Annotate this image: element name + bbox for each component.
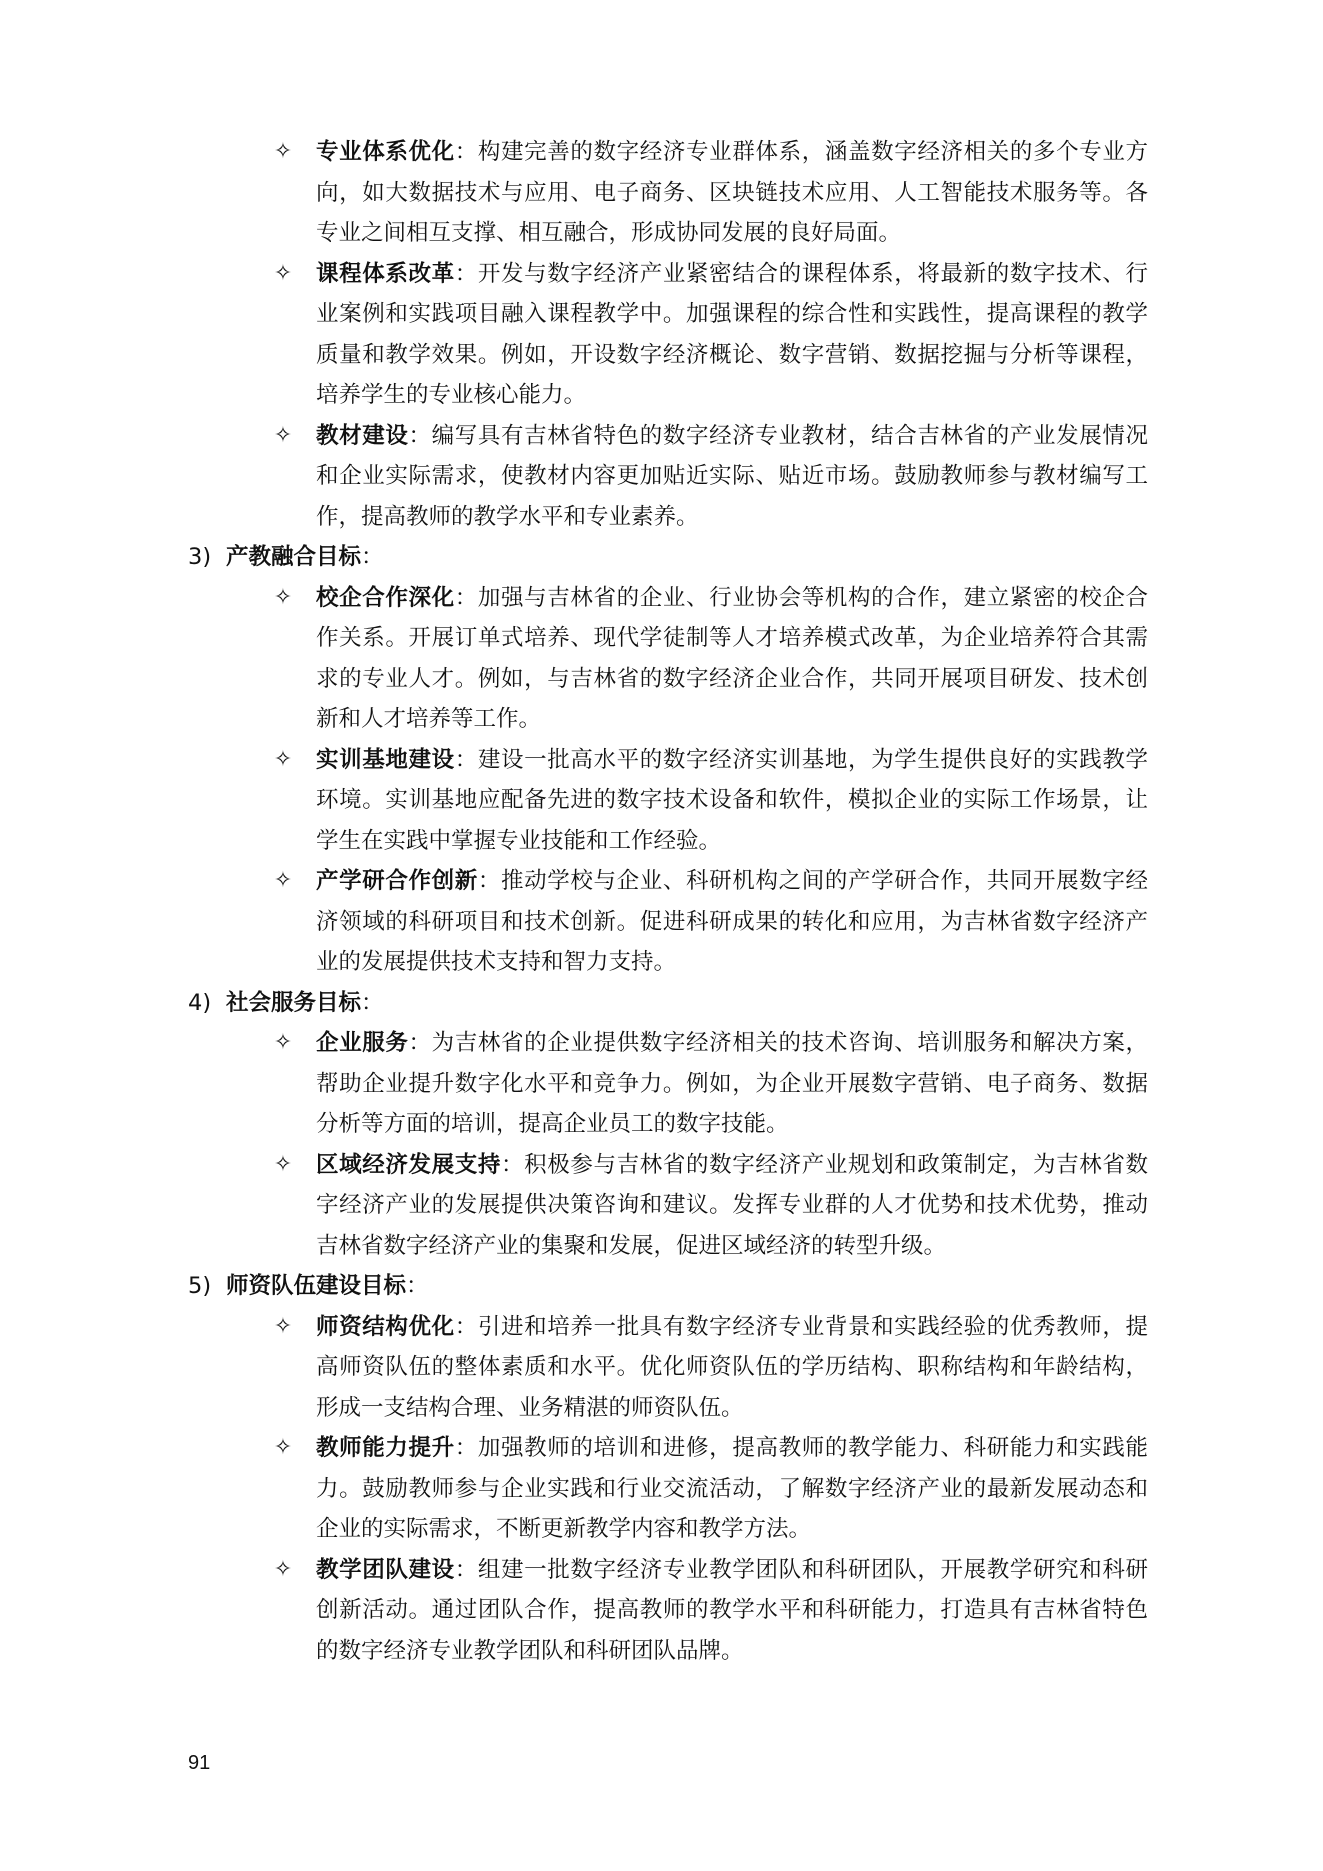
diamond-star-icon: ✧ bbox=[273, 868, 293, 893]
bullet-term: 区域经济发展支持 bbox=[316, 1151, 502, 1178]
section-number: 5) bbox=[188, 1273, 212, 1299]
list-item bbox=[188, 254, 1148, 416]
section-suffix: ： bbox=[361, 989, 384, 1016]
bullet-term: 企业服务 bbox=[316, 1030, 409, 1056]
bullet-text: ：积极参与吉林省的数字经济产业规划和政策制定，为吉林省数字经济产业的发展提供决策咨询和建议。发挥专业群的人才优势和技术优势，推动吉林省数字经济产业的集聚和发展，促进区域经济的转型升级。 bbox=[316, 1151, 1148, 1259]
list-item bbox=[188, 1145, 1148, 1267]
bullet-term: 教材建设 bbox=[316, 422, 409, 449]
bullet-term: 师资结构优化 bbox=[316, 1313, 455, 1340]
bullet-text: ：加强教师的培训和进修，提高教师的教学能力、科研能力和实践能力。鼓励教师参与企业实践和行业交流活动，了解数字经济产业的最新发展动态和企业的实际需求，不断更新教学内容和教学方法。 bbox=[316, 1435, 1148, 1542]
section-number: 4) bbox=[188, 989, 212, 1016]
diamond-star-icon: ✧ bbox=[273, 260, 293, 286]
bullet-term: 实训基地建设 bbox=[316, 746, 455, 773]
section-suffix: ： bbox=[361, 544, 384, 570]
list-item bbox=[188, 578, 1148, 740]
bullet-text: ：组建一批数字经济专业教学团队和科研团队，开展教学研究和科研创新活动。通过团队合作，提高教师的教学水平和科研能力，打造具有吉林省特色的数字经济专业教学团队和科研团队品牌。 bbox=[316, 1556, 1148, 1664]
bullet-term: 课程体系改革 bbox=[316, 260, 455, 287]
list-item bbox=[188, 861, 1148, 983]
section-heading bbox=[188, 537, 1148, 578]
diamond-star-icon: ✧ bbox=[273, 1151, 293, 1177]
section-heading bbox=[188, 1266, 1148, 1307]
section-title: 师资队伍建设目标 bbox=[226, 1273, 407, 1299]
list-item bbox=[188, 416, 1148, 538]
diamond-star-icon: ✧ bbox=[273, 422, 293, 448]
diamond-star-icon: ✧ bbox=[273, 1313, 293, 1339]
section-heading bbox=[188, 983, 1148, 1024]
diamond-star-icon: ✧ bbox=[273, 1435, 293, 1460]
diamond-star-icon: ✧ bbox=[273, 1030, 293, 1055]
diamond-star-icon: ✧ bbox=[273, 584, 293, 610]
section-title: 社会服务目标 bbox=[226, 989, 362, 1016]
section-title: 产教融合目标 bbox=[226, 544, 362, 570]
bullet-term: 校企合作深化 bbox=[316, 584, 455, 611]
bullet-term: 专业体系优化 bbox=[316, 139, 455, 165]
list-item bbox=[188, 1428, 1148, 1550]
diamond-star-icon: ✧ bbox=[273, 139, 293, 164]
section-number: 3) bbox=[188, 544, 212, 570]
bullet-term: 产学研合作创新 bbox=[316, 868, 478, 894]
bullet-text: ：为吉林省的企业提供数字经济相关的技术咨询、培训服务和解决方案，帮助企业提升数字化水平和竞争力。例如，为企业开展数字营销、电子商务、数据分析等方面的培训，提高企业员工的数字技能。 bbox=[316, 1030, 1148, 1137]
list-item bbox=[188, 1307, 1148, 1429]
page-number: 91 bbox=[188, 1752, 211, 1774]
diamond-star-icon: ✧ bbox=[273, 746, 293, 772]
section-suffix: ： bbox=[406, 1273, 429, 1299]
page-content bbox=[188, 132, 1148, 1671]
bullet-term: 教师能力提升 bbox=[316, 1435, 455, 1461]
bullet-text: ：推动学校与企业、科研机构之间的产学研合作，共同开展数字经济领域的科研项目和技术创新。促进科研成果的转化和应用，为吉林省数字经济产业的发展提供技术支持和智力支持。 bbox=[316, 868, 1148, 975]
diamond-star-icon: ✧ bbox=[273, 1556, 293, 1582]
bullet-text: ：开发与数字经济产业紧密结合的课程体系，将最新的数字技术、行业案例和实践项目融入课程教学中。加强课程的综合性和实践性，提高课程的教学质量和教学效果。例如，开设数字经济概论、数字营销、数据挖掘与分析等课程，培养学生的专业核心能力。 bbox=[316, 260, 1148, 408]
bullet-text: ：加强与吉林省的企业、行业协会等机构的合作，建立紧密的校企合作关系。开展订单式培养、现代学徒制等人才培养模式改革，为企业培养符合其需求的专业人才。例如，与吉林省的数字经济企业合作，共同开展项目研发、技术创新和人才培养等工作。 bbox=[316, 584, 1148, 732]
bullet-text: ：引进和培养一批具有数字经济专业背景和实践经验的优秀教师，提高师资队伍的整体素质和水平。优化师资队伍的学历结构、职称结构和年龄结构，形成一支结构合理、业务精湛的师资队伍。 bbox=[316, 1313, 1148, 1421]
list-item bbox=[188, 1023, 1148, 1145]
bullet-text: ：编写具有吉林省特色的数字经济专业教材，结合吉林省的产业发展情况和企业实际需求，使教材内容更加贴近实际、贴近市场。鼓励教师参与教材编写工作，提高教师的教学水平和专业素养。 bbox=[316, 422, 1148, 530]
list-item bbox=[188, 740, 1148, 862]
bullet-text: ：构建完善的数字经济专业群体系，涵盖数字经济相关的多个专业方向，如大数据技术与应用、电子商务、区块链技术应用、人工智能技术服务等。各专业之间相互支撑、相互融合，形成协同发展的良好局面。 bbox=[316, 139, 1148, 246]
bullet-term: 教学团队建设 bbox=[316, 1556, 455, 1583]
bullet-text: ：建设一批高水平的数字经济实训基地，为学生提供良好的实践教学环境。实训基地应配备先进的数字技术设备和软件，模拟企业的实际工作场景，让学生在实践中掌握专业技能和工作经验。 bbox=[316, 746, 1148, 854]
list-item bbox=[188, 1550, 1148, 1672]
list-item bbox=[188, 132, 1148, 254]
